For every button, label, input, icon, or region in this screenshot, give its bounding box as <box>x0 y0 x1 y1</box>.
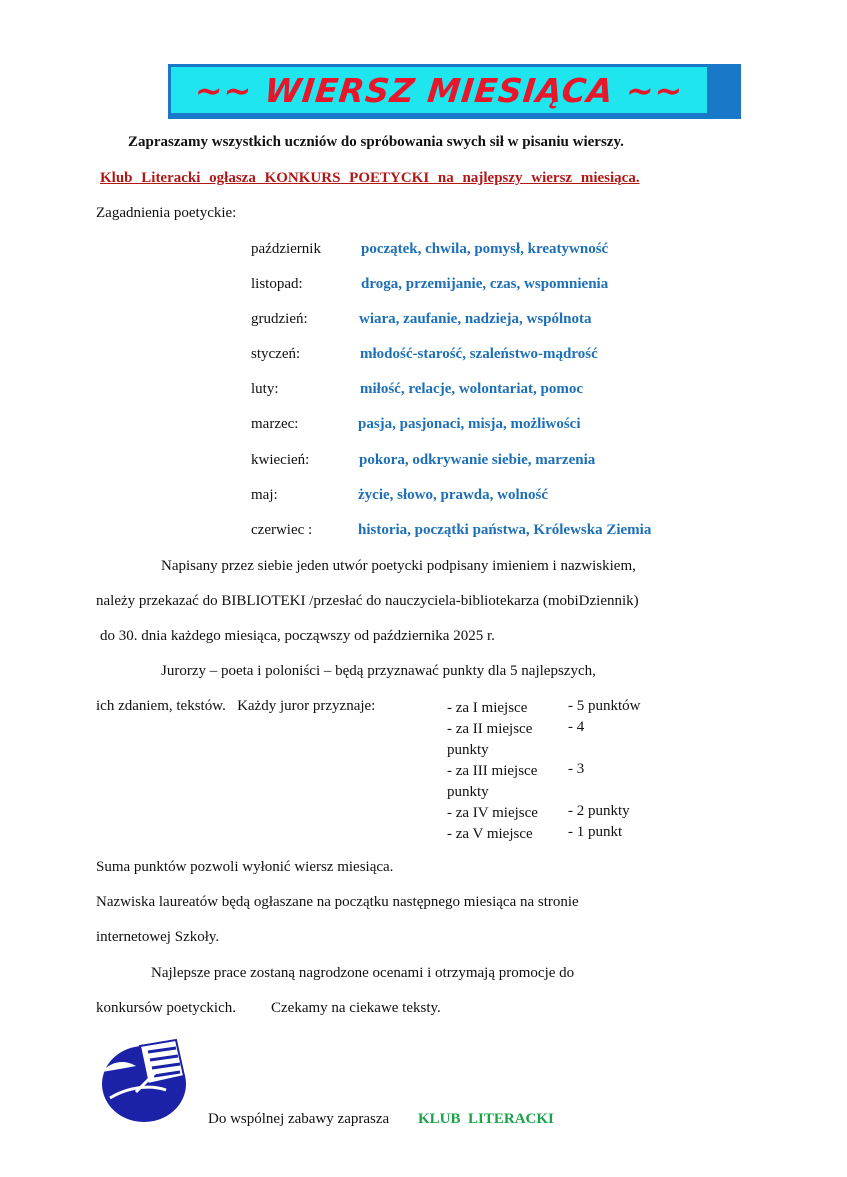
award-place: - za II miejsce punkty <box>447 721 533 758</box>
laureates-line: Nazwiska laureatów będą ogłaszane na początku następnego miesiąca na stronie <box>96 894 579 910</box>
waiting-text: Czekamy na ciekawe teksty. <box>271 1000 441 1016</box>
month-label: listopad: <box>251 276 303 292</box>
club-name: KLUB LITERACKI <box>418 1111 554 1127</box>
scroll-and-quill-logo-icon <box>96 1032 194 1127</box>
award-place: - za V miejsce <box>447 826 533 842</box>
submission-line: do 30. dnia każdego miesiąca, począwszy od października 2025 r. <box>100 628 495 644</box>
award-points: - 1 punkt <box>568 824 623 840</box>
month-topics: miłość, relacje, wolontariat, pomoc <box>360 381 584 397</box>
month-topics: początek, chwila, pomysł, kreatywność <box>361 241 609 257</box>
month-label: maj: <box>251 487 278 503</box>
month-topics: pokora, odkrywanie siebie, marzenia <box>359 452 596 468</box>
award-place: - za III miejsce punkty <box>447 763 538 800</box>
month-label: kwiecień: <box>251 452 310 468</box>
month-topics: historia, początki państwa, Królewska Ziemia <box>358 522 652 538</box>
prizes-continued: konkursów poetyckich. <box>96 1000 236 1016</box>
month-topics: droga, przemijanie, czas, wspomnienia <box>361 276 609 292</box>
award-points: - 3 <box>568 761 585 777</box>
submission-line: Napisany przez siebie jeden utwór poetycki podpisany imieniem i nazwiskiem, <box>161 558 636 574</box>
title-banner-inner <box>171 67 707 113</box>
topics-heading: Zagadnienia poetyckie: <box>96 205 237 221</box>
award-points: - 5 punktów <box>568 698 641 714</box>
award-points: - 4 <box>568 719 585 735</box>
invite-text: Zapraszamy wszystkich uczniów do spróbowania swych sił w pisaniu wierszy. <box>128 134 624 150</box>
jury-text: Jurorzy – poeta i poloniści – będą przyznawać punkty dla 5 najlepszych, <box>161 663 596 679</box>
month-label: marzec: <box>251 416 299 432</box>
submission-line: należy przekazać do BIBLIOTEKI /przesłać do nauczyciela-bibliotekarza (mobiDziennik) <box>96 593 639 609</box>
month-label: październik <box>251 241 321 257</box>
month-label: luty: <box>251 381 279 397</box>
month-topics: pasja, pasjonaci, misja, możliwości <box>358 416 581 432</box>
title-banner <box>168 64 741 119</box>
laureates-line: internetowej Szkoły. <box>96 929 220 945</box>
month-topics: młodość-starość, szaleństwo-mądrość <box>360 346 598 362</box>
summary-text: Suma punktów pozwoli wyłonić wiersz miesiąca. <box>96 859 394 875</box>
month-label: styczeń: <box>251 346 301 362</box>
award-points: - 2 punkty <box>568 803 630 819</box>
month-label: czerwiec : <box>251 522 313 538</box>
award-place: - za IV miejsce <box>447 805 538 821</box>
prizes-text: Najlepsze prace zostaną nagrodzone ocenami i otrzymają promocje do <box>151 965 575 981</box>
page-title: ~~ WIERSZ MIESIĄCA ~~ <box>192 70 686 110</box>
footer-invite: Do wspólnej zabawy zaprasza <box>208 1111 390 1127</box>
award-place: - za I miejsce <box>447 700 528 716</box>
month-label: grudzień: <box>251 311 308 327</box>
announcement-text: Klub Literacki ogłasza KONKURS POETYCKI na najlepszy wiersz miesiąca. <box>100 170 640 186</box>
month-topics: wiara, zaufanie, nadzieja, wspólnota <box>359 311 592 327</box>
jury-continued: ich zdaniem, tekstów. Każdy juror przyznaje: <box>96 698 376 714</box>
month-topics: życie, słowo, prawda, wolność <box>358 487 548 503</box>
